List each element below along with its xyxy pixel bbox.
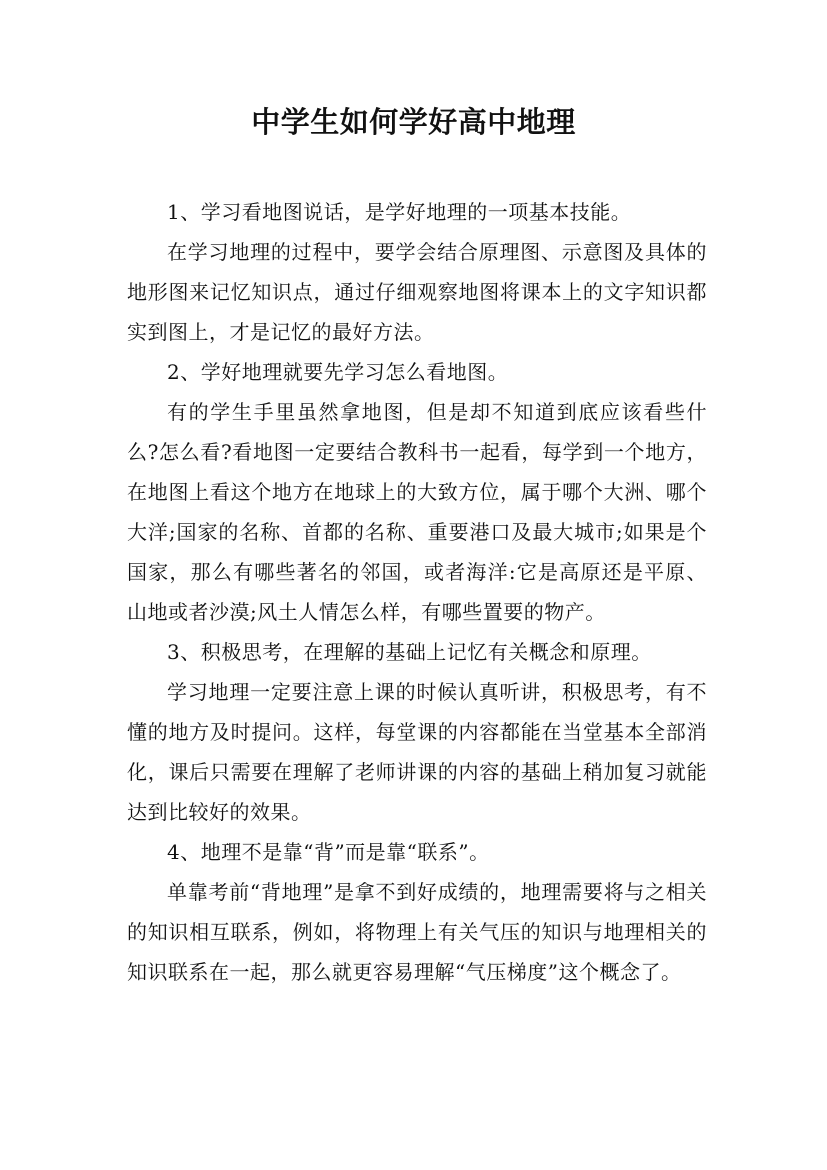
- paragraph-body-2: 有的学生手里虽然拿地图，但是却不知道到底应该看些什么?怎么看?看地图一定要结合教科书一起看，每学到一个地方，在地图上看这个地方在地球上的大致方位，属于哪个大洲、哪个大洋;国家的名称、首都的名称、重要港口及最大城市;如果是个国家，那么有哪些著名的邻国，或者海洋:它是高原还是平原、山地或者沙漠;风土人情怎么样，有哪些置要的物产。: [127, 400, 707, 624]
- document-body: [127, 192, 707, 992]
- paragraph-heading-3: 3、积极思考，在理解的基础上记忆有关概念和原理。: [167, 640, 652, 664]
- paragraph-heading-4: 4、地理不是靠“背”而是靠“联系”。: [167, 840, 490, 864]
- paragraph-body-3: 学习地理一定要注意上课的时候认真听讲，积极思考，有不懂的地方及时提问。这样，每堂课的内容都能在当堂基本全部消化，课后只需要在理解了老师讲课的内容的基础上稍加复习就能达到比较好的效果。: [127, 680, 707, 824]
- paragraph-body-4: 单靠考前“背地理”是拿不到好成绩的，地理需要将与之相关的知识相互联系，例如，将物理上有关气压的知识与地理相关的知识联系在一起，那么就更容易理解“气压梯度”这个概念了。: [127, 880, 707, 984]
- paragraph-body-1: 在学习地理的过程中，要学会结合原理图、示意图及具体的地形图来记忆知识点，通过仔细观察地图将课本上的文字知识都实到图上，才是记忆的最好方法。: [127, 240, 707, 344]
- paragraph-heading-1: 1、学习看地图说话，是学好地理的一项基本技能。: [167, 200, 632, 224]
- paragraph-heading-2: 2、学好地理就要先学习怎么看地图。: [167, 360, 509, 384]
- document-title: 中学生如何学好高中地理: [251, 105, 576, 139]
